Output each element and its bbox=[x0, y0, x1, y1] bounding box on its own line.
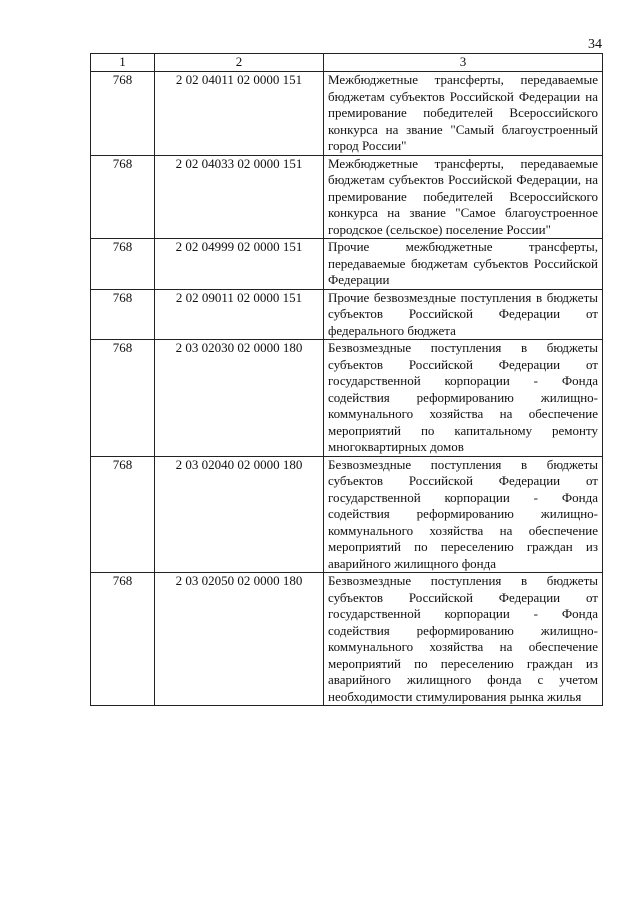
revenue-name-cell: Межбюджетные трансферты, передаваемые бюджетам субъектов Российской Федерации на премирование победителей Всероссийского конкурса на звание "Самый благоустроенный город России" bbox=[324, 72, 603, 156]
table-header-row bbox=[91, 54, 603, 72]
column-header-3: 3 bbox=[324, 54, 603, 72]
revenue-code-cell: 2 02 04011 02 0000 151 bbox=[155, 72, 324, 156]
table-row bbox=[91, 456, 603, 573]
revenue-name-cell: Безвозмездные поступления в бюджеты субъектов Российской Федерации от государственной корпорации - Фонда содействия реформированию жилищно-коммунального хозяйства на обеспечение мероприятий по капитальному ремонту многоквартирных домов bbox=[324, 340, 603, 457]
revenue-code-cell: 2 02 09011 02 0000 151 bbox=[155, 289, 324, 340]
revenue-name-cell: Безвозмездные поступления в бюджеты субъектов Российской Федерации от государственной корпорации - Фонда содействия реформированию жилищно-коммунального хозяйства на обеспечение мероприятий по переселению граждан из аварийного жилищного фонда с учетом необходимости стимулирования рынка жилья bbox=[324, 573, 603, 706]
table-row bbox=[91, 72, 603, 156]
revenue-code-cell: 2 03 02040 02 0000 180 bbox=[155, 456, 324, 573]
admin-code-cell: 768 bbox=[91, 573, 155, 706]
table-row bbox=[91, 340, 603, 457]
admin-code-cell: 768 bbox=[91, 456, 155, 573]
budget-revenue-table bbox=[90, 53, 603, 706]
revenue-code-cell: 2 02 04999 02 0000 151 bbox=[155, 239, 324, 290]
admin-code-cell: 768 bbox=[91, 289, 155, 340]
revenue-name-cell: Прочие безвозмездные поступления в бюджеты субъектов Российской Федерации от федерального бюджета bbox=[324, 289, 603, 340]
table-row bbox=[91, 155, 603, 239]
admin-code-cell: 768 bbox=[91, 155, 155, 239]
revenue-name-cell: Межбюджетные трансферты, передаваемые бюджетам субъектов Российской Федерации, на премирование победителей Всероссийского конкурса на звание "Самое благоустроенное городское (сельское) поселение России" bbox=[324, 155, 603, 239]
revenue-name-cell: Прочие межбюджетные трансферты, передаваемые бюджетам субъектов Российской Федерации bbox=[324, 239, 603, 290]
admin-code-cell: 768 bbox=[91, 239, 155, 290]
revenue-code-cell: 2 03 02050 02 0000 180 bbox=[155, 573, 324, 706]
table-row bbox=[91, 289, 603, 340]
column-header-1: 1 bbox=[91, 54, 155, 72]
revenue-code-cell: 2 02 04033 02 0000 151 bbox=[155, 155, 324, 239]
admin-code-cell: 768 bbox=[91, 72, 155, 156]
revenue-code-cell: 2 03 02030 02 0000 180 bbox=[155, 340, 324, 457]
revenue-name-cell: Безвозмездные поступления в бюджеты субъектов Российской Федерации от государственной корпорации - Фонда содействия реформированию жилищно-коммунального хозяйства на обеспечение мероприятий по переселению граждан из аварийного жилищного фонда bbox=[324, 456, 603, 573]
page-number: 34 bbox=[588, 37, 602, 52]
table-row bbox=[91, 573, 603, 706]
admin-code-cell: 768 bbox=[91, 340, 155, 457]
table-row bbox=[91, 239, 603, 290]
column-header-2: 2 bbox=[155, 54, 324, 72]
